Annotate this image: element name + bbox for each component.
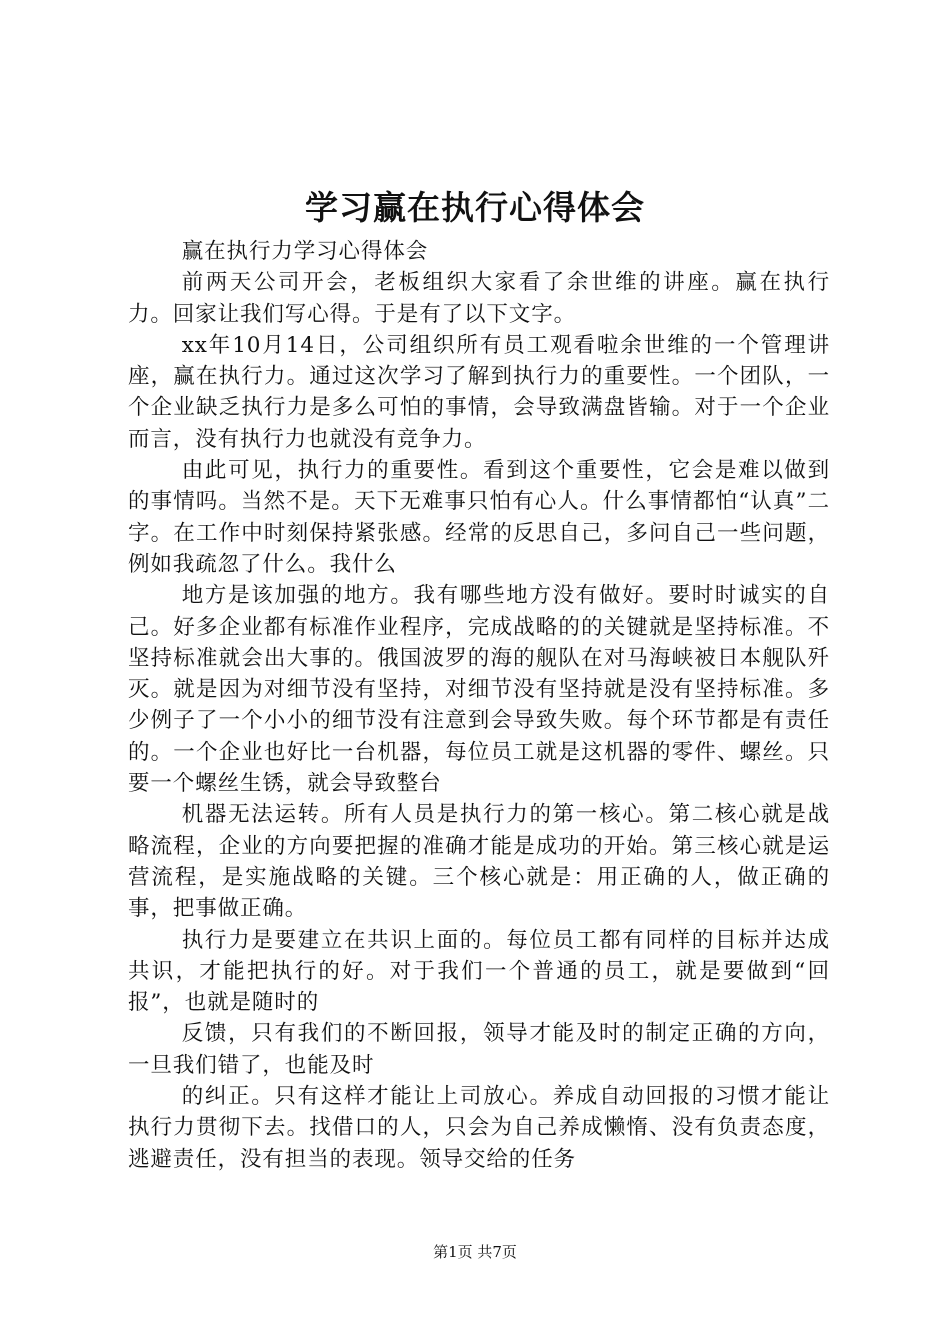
paragraph: 前两天公司开会，老板组织大家看了余世维的讲座。赢在执行力。回家让我们写心得。于是有了以下文字。	[128, 270, 830, 327]
document-body	[128, 236, 830, 1175]
paragraph: 赢在执行力学习心得体会	[181, 239, 429, 264]
paragraph: 由此可见，执行力的重要性。看到这个重要性，它会是难以做到的事情吗。当然不是。天下无难事只怕有心人。什么事情都怕“认真”二字。在工作中时刻保持紧张感。经常的反思自己，多问自己一些问题，例如我疏忽了什么。我什么	[128, 458, 830, 577]
paragraph: 地方是该加强的地方。我有哪些地方没有做好。要时时诚实的自己。好多企业都有标准作业程序，完成战略的的关键就是坚持标准。不坚持标准就会出大事的。俄国波罗的海的舰队在对马海峡被日本舰队歼灭。就是因为对细节没有坚持，对细节没有坚持就是没有坚持标准。多少例子了一个小小的细节没有注意到会导致失败。每个环节都是有责任的。一个企业也好比一台机器，每位员工就是这机器的零件、螺丝。只要一个螺丝生锈，就会导致整台	[128, 583, 830, 797]
document-title: 学习赢在执行心得体会	[305, 188, 645, 227]
paragraph: 的纠正。只有这样才能让上司放心。养成自动回报的习惯才能让执行力贯彻下去。找借口的人，只会为自己养成懒惰、没有负责态度，逃避责任，没有担当的表现。领导交给的任务	[128, 1084, 830, 1172]
paragraph: xx年10月14日，公司组织所有员工观看啦余世维的一个管理讲座，赢在执行力。通过这次学习了解到执行力的重要性。一个团队，一个企业缺乏执行力是多么可怕的事情，会导致满盘皆输。对于一个企业而言，没有执行力也就没有竞争力。	[128, 332, 830, 452]
paragraph: 执行力是要建立在共识上面的。每位员工都有同样的目标并达成共识，才能把执行的好。对于我们一个普通的员工，就是要做到“回报”，也就是随时的	[128, 927, 830, 1016]
page-number-footer: 第1页 共7页	[433, 1243, 517, 1261]
paragraph: 机器无法运转。所有人员是执行力的第一核心。第二核心就是战略流程，企业的方向要把握的准确才能是成功的开始。第三核心就是运营流程，是实施战略的关键。三个核心就是：用正确的人，做正确的事，把事做正确。	[128, 802, 830, 922]
paragraph: 反馈，只有我们的不断回报，领导才能及时的制定正确的方向，一旦我们错了，也能及时	[128, 1021, 830, 1078]
